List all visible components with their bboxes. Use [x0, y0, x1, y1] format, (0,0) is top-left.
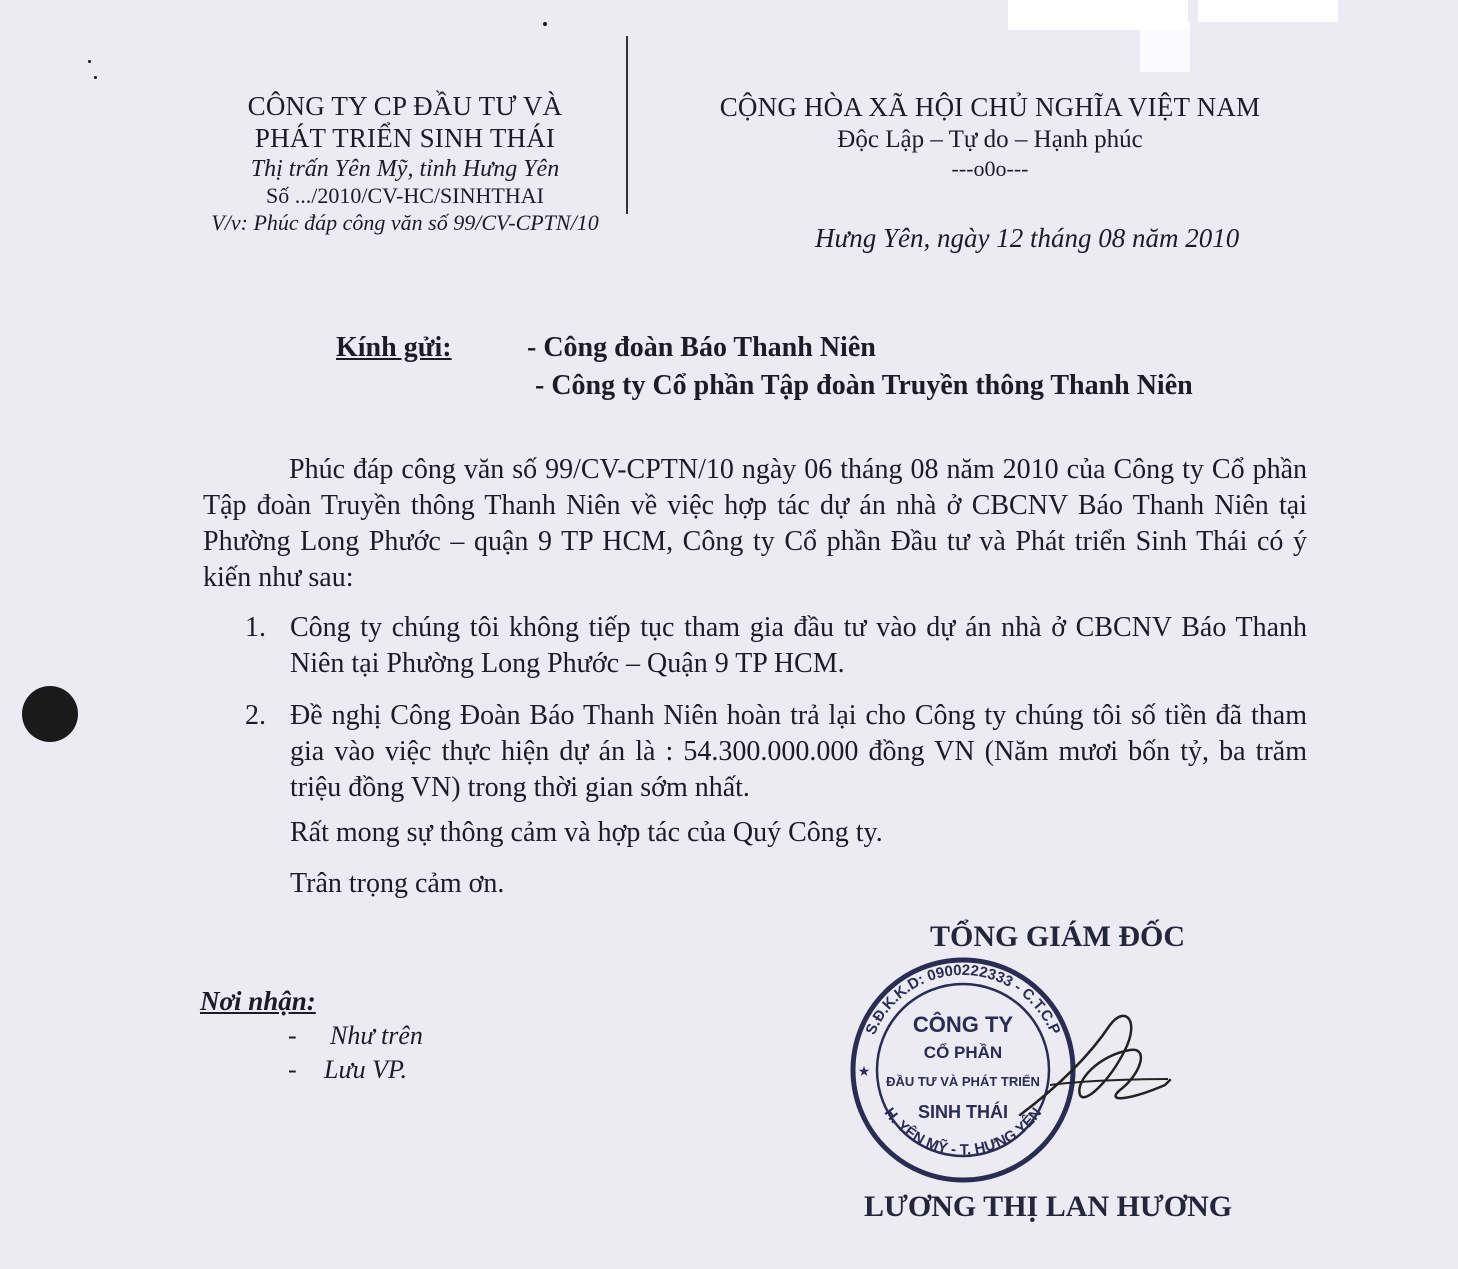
document-number: Số .../2010/CV-HC/SINHTHAI [266, 183, 544, 208]
header-left [175, 90, 635, 238]
document-subject: V/v: Phúc đáp công văn số 99/CV-CPTN/10 [211, 210, 599, 235]
signer-name: LƯƠNG THỊ LAN HƯƠNG [864, 1190, 1233, 1223]
nation-title: CỘNG HÒA XÃ HỘI CHỦ NGHĨA VIỆT NAM [719, 92, 1261, 122]
distribution-dash: - [288, 1055, 297, 1084]
closing-line-1: Rất mong sự thông cảm và hợp tác của Quý Công ty. [290, 817, 883, 848]
intro-paragraph [203, 452, 1307, 596]
company-name-line2: PHÁT TRIỂN SINH THÁI [254, 123, 556, 153]
stamp-line-4: SINH THÁI [918, 1102, 1008, 1122]
stamp-line-3: ĐẦU TƯ VÀ PHÁT TRIỂN [886, 1074, 1040, 1089]
stamp-line-1: CÔNG TY [912, 1012, 1014, 1037]
distribution-item-1 [288, 1021, 423, 1051]
distribution-item-2 [288, 1055, 407, 1085]
scan-white-patch-3 [1140, 22, 1190, 72]
recipient-1: - Công đoàn Báo Thanh Niên [527, 332, 876, 363]
handwritten-signature [990, 995, 1250, 1175]
signer-title: TỔNG GIÁM ĐỐC [930, 920, 1185, 953]
recipient-2: - Công ty Cổ phần Tập đoàn Truyền thông Thanh Niên [535, 370, 1193, 401]
distribution-label: Nơi nhận: [200, 986, 316, 1016]
item-1-number: 1. [245, 612, 266, 643]
national-motto: Độc Lập – Tự do – Hạnh phúc [837, 126, 1143, 153]
intro-text: Phúc đáp công văn số 99/CV-CPTN/10 ngày 06 tháng 08 năm 2010 của Công ty Cổ phần Tập đoàn Truyền thông Thanh Niên về việc hợp tác dự án nhà ở CBCNV Báo Thanh Niên tại Phường Long Phước – quận 9 TP HCM, Công ty Cổ phần Đầu tư và Phát triển Sinh Thái có ý kiến như sau: [203, 454, 1307, 593]
item-1 [245, 610, 1307, 682]
stamp-star-icon: ★ [857, 1064, 871, 1080]
motto-separator: ---o0o--- [951, 156, 1029, 181]
speck-mark [94, 76, 97, 79]
item-2-number: 2. [245, 700, 266, 731]
distribution-dash: - [288, 1021, 297, 1050]
company-address: Thị trấn Yên Mỹ, tỉnh Hưng Yên [250, 156, 560, 182]
recipients-label: Kính gửi: [336, 332, 452, 363]
date-line: Hưng Yên, ngày 12 tháng 08 năm 2010 [815, 223, 1240, 253]
stamp-ring-bottom: H. YÊN MỸ - T. HƯNG YÊN [880, 1104, 1046, 1159]
header-right [650, 90, 1330, 182]
speck-mark [88, 60, 91, 63]
stamp-line-2: CỔ PHẦN [923, 1043, 1003, 1062]
item-1-text: Công ty chúng tôi không tiếp tục tham gia đầu tư vào dự án nhà ở CBCNV Báo Thanh Niên tại Phường Long Phước – Quận 9 TP HCM. [290, 612, 1307, 679]
item-2 [245, 698, 1307, 806]
speck-mark [543, 22, 547, 26]
company-name-line1: CÔNG TY CP ĐẦU TƯ VÀ [247, 91, 563, 121]
stamp-ring-top: S.Đ.K.K.D: 0900222333 - C.T.C.P [862, 961, 1064, 1038]
scan-white-patch-2 [1198, 0, 1338, 22]
punch-hole-mark [22, 686, 78, 742]
distribution-text: Lưu VP. [324, 1055, 408, 1084]
closing-line-2: Trân trọng cảm ơn. [290, 868, 505, 899]
distribution-text: Như trên [330, 1021, 423, 1050]
item-2-text: Đề nghị Công Đoàn Báo Thanh Niên hoàn trả lại cho Công ty chúng tôi số tiền đã tham gia vào việc thực hiện dự án là : 54.300.000.000 đồng VN (Năm mươi bốn tỷ, ba trăm triệu đồng VN) trong thời gian sớm nhất. [290, 700, 1307, 803]
